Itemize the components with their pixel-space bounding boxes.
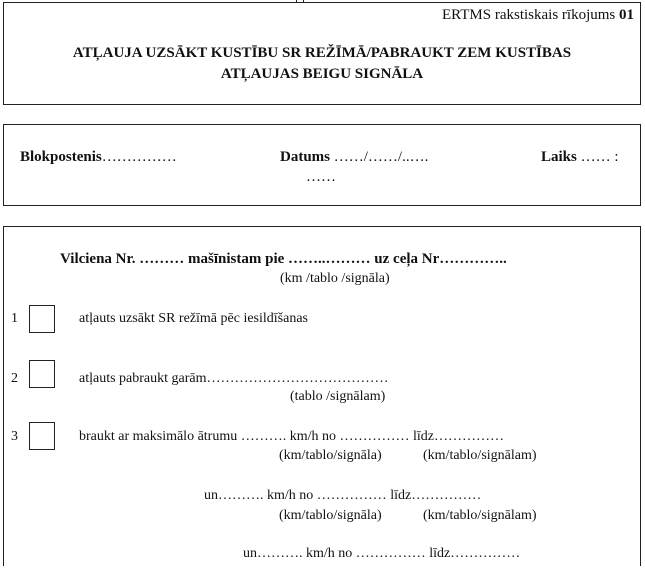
- item-1-number: 1: [11, 311, 18, 326]
- date-field[interactable]: [280, 149, 428, 166]
- post-blank: ……………: [101, 149, 177, 165]
- date-blank-continued: ……: [306, 169, 336, 185]
- extra-speed-line-1[interactable]: un………. km/h no …………… līdz……………: [204, 488, 482, 503]
- item-2-checkbox[interactable]: [29, 360, 55, 388]
- time-field[interactable]: [541, 149, 619, 166]
- form-title-line2: ATĻAUJAS BEIGU SIGNĀLA: [220, 66, 424, 82]
- item-2-number: 2: [11, 371, 18, 386]
- item-3-note-to: (km/tablo/signālam): [423, 448, 537, 463]
- form-number: 01: [619, 7, 634, 23]
- header-box: [3, 2, 641, 105]
- train-line-note: (km /tablo /signāla): [280, 271, 390, 286]
- post-field[interactable]: [20, 149, 177, 166]
- extra-1-note-to: (km/tablo/signālam): [423, 508, 537, 523]
- item-3-note-from: (km/tablo/signāla): [279, 448, 382, 463]
- form-identifier: [442, 7, 634, 24]
- order-box: [3, 226, 641, 566]
- time-blank: …… :: [580, 149, 619, 165]
- train-line[interactable]: Vilciena Nr. ……… mašīnistam pie ……..……… uz ceļa Nr…………..: [60, 251, 507, 267]
- item-3-text[interactable]: braukt ar maksimālo ātrumu ………. km/h no …………… līdz……………: [79, 429, 505, 444]
- item-1-text: atļauts uzsākt SR režīmā pēc iesildīšanas: [79, 311, 308, 326]
- item-1-checkbox[interactable]: [29, 305, 55, 333]
- item-2-text[interactable]: atļauts pabraukt garām…………………………………: [79, 371, 389, 386]
- form-name: ERTMS rakstiskais rīkojums: [441, 7, 616, 23]
- post-label: Blokpostenis: [20, 149, 102, 165]
- item-3-checkbox[interactable]: [29, 422, 55, 450]
- item-2-note: (tablo /signālam): [290, 389, 386, 404]
- extra-1-note-from: (km/tablo/signāla): [279, 508, 382, 523]
- date-label: Datums: [280, 149, 331, 165]
- date-blank: ……/……/..….: [330, 149, 429, 165]
- item-3-number: 3: [11, 429, 18, 444]
- info-box: [3, 124, 641, 206]
- time-label: Laiks: [541, 149, 577, 165]
- extra-speed-line-2[interactable]: un………. km/h no …………… līdz……………: [243, 546, 521, 561]
- form-title-line1: ATĻAUJA UZSĀKT KUSTĪBU SR REŽĪMĀ/PABRAUKT ZEM KUSTĪBAS: [72, 45, 572, 61]
